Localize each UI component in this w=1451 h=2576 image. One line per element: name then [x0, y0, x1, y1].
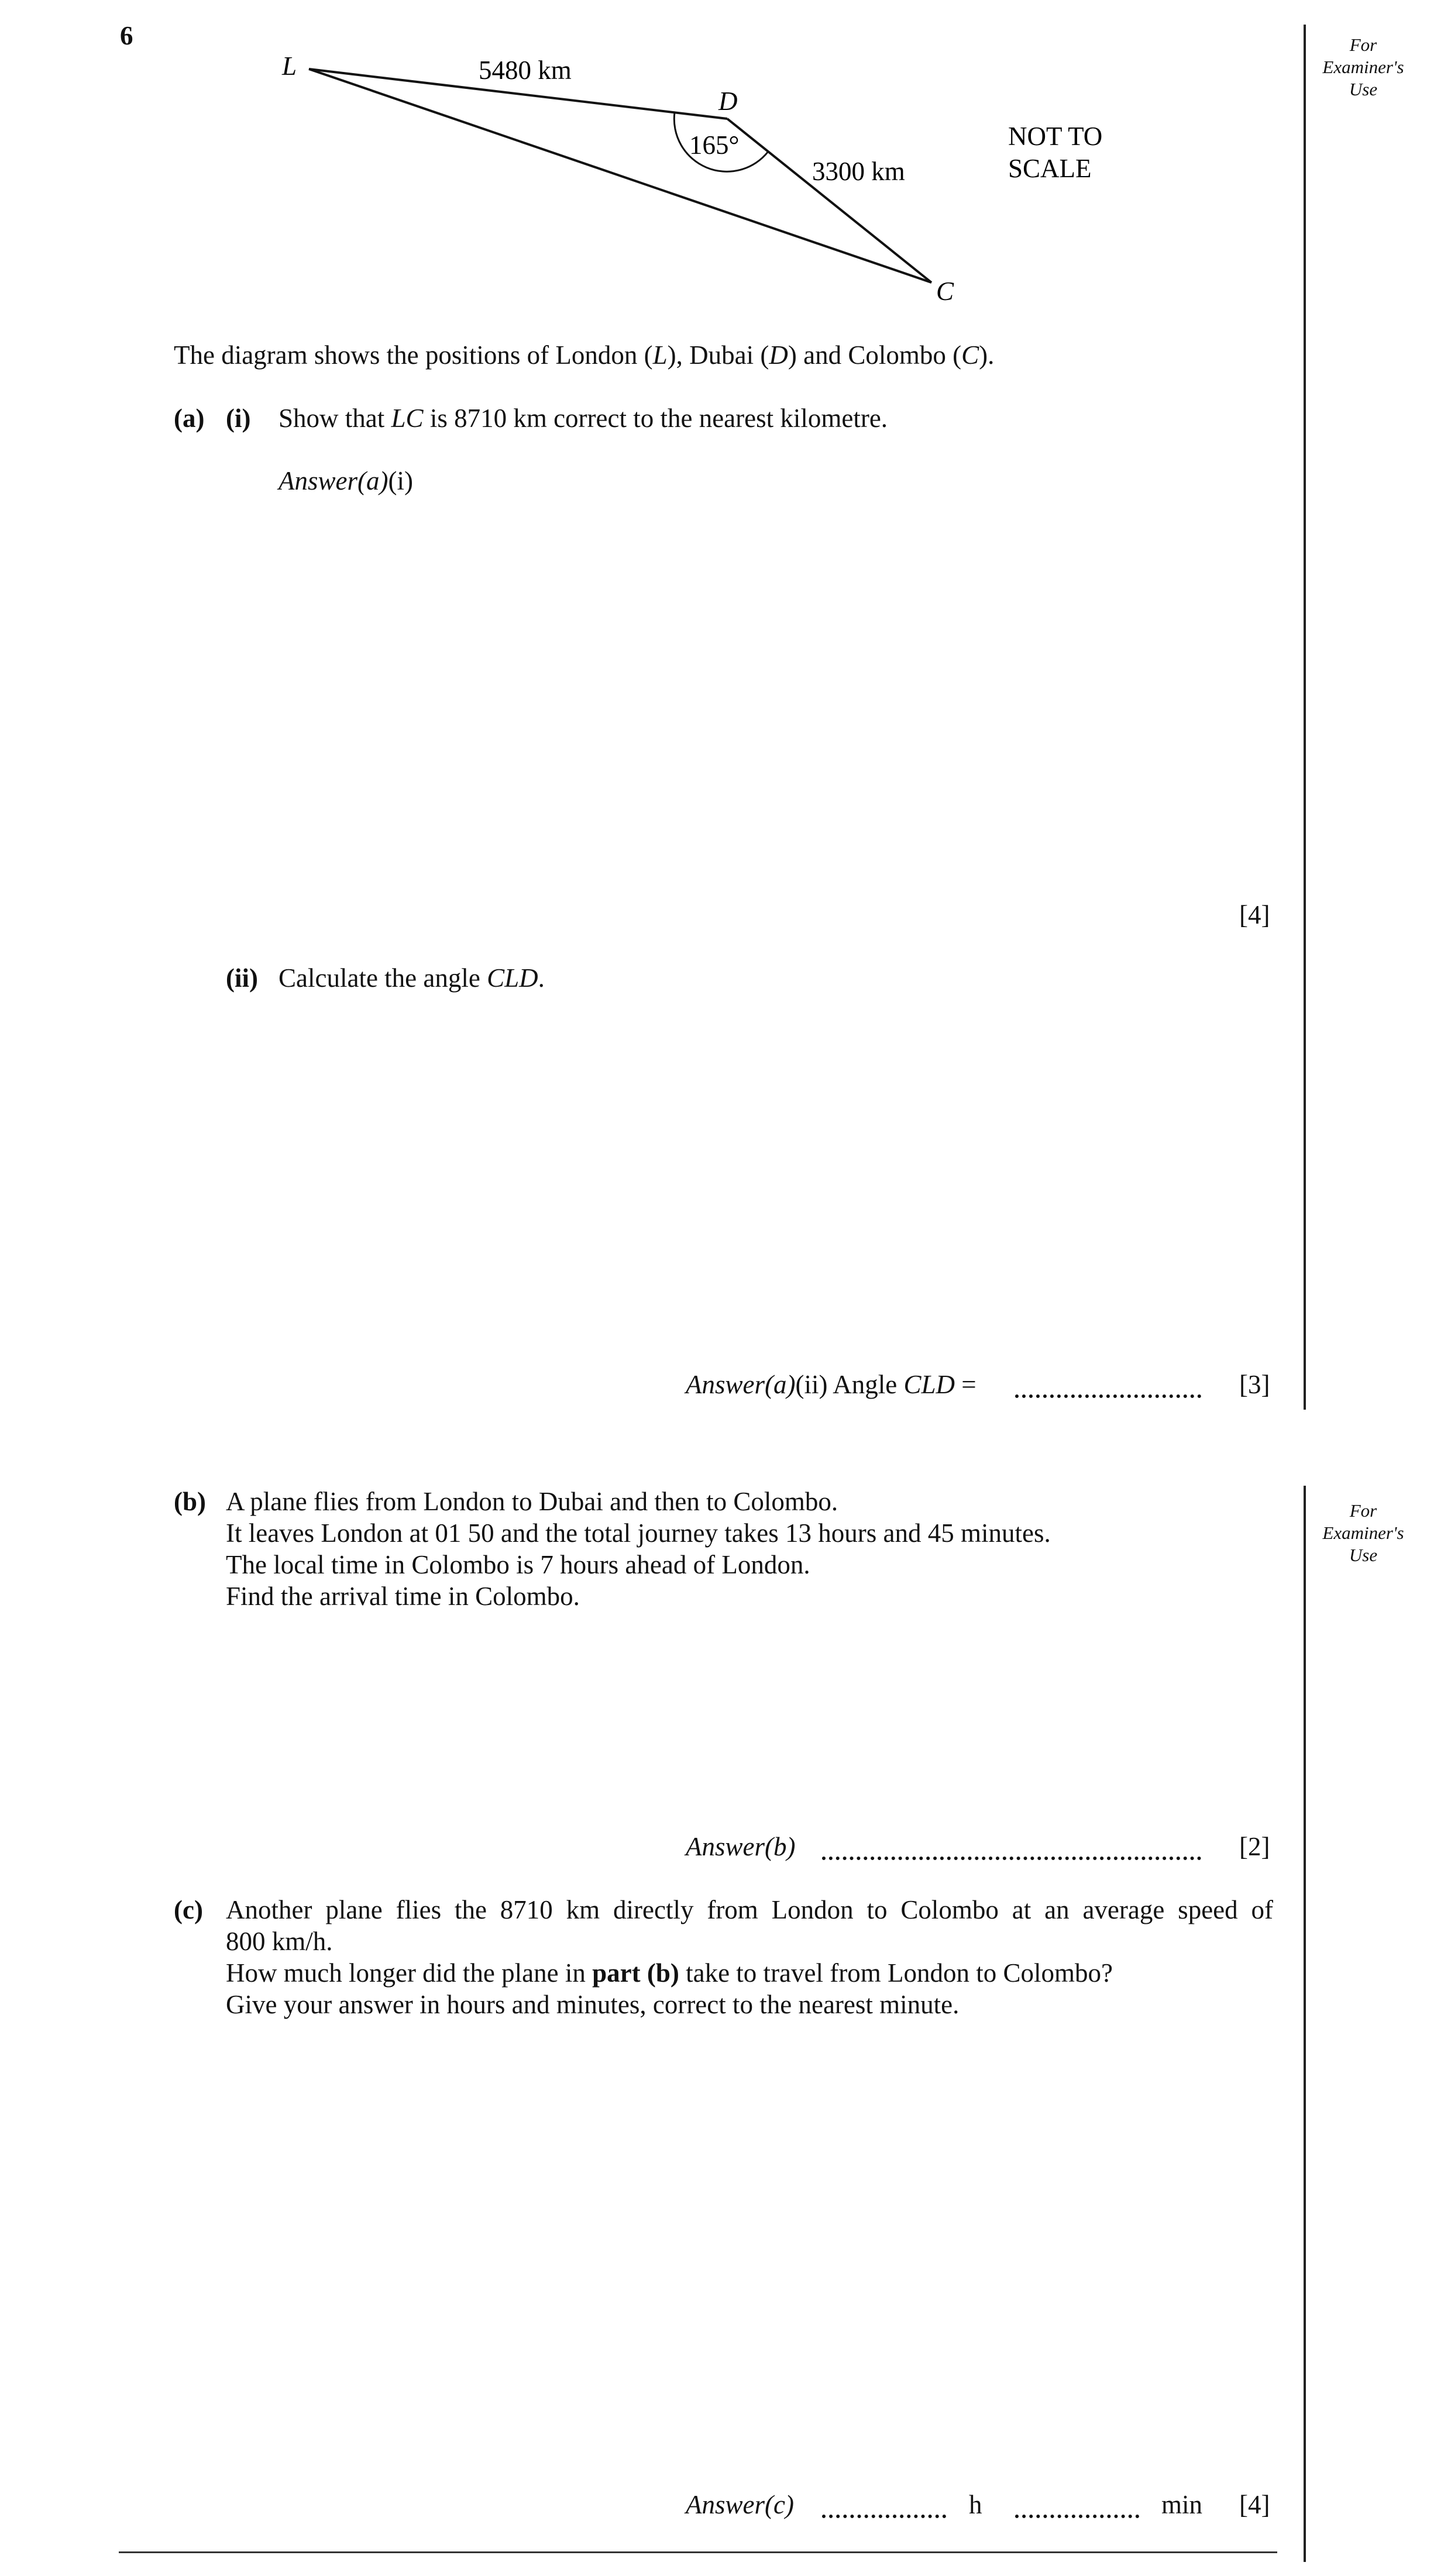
- part-c-line-4: Give your answer in hours and minutes, correct to the nearest minute.: [226, 1990, 960, 2019]
- part-a-ii-marks: [3]: [1239, 1370, 1270, 1399]
- intro-text: The diagram shows the positions of London (L), Dubai (D) and Colombo (C).: [174, 340, 995, 370]
- part-c-hours-field[interactable]: [822, 2515, 946, 2518]
- part-b-label: (b): [174, 1487, 206, 1516]
- bottom-rule: [119, 2551, 1277, 2553]
- question-number: 6: [120, 21, 133, 50]
- part-c-line-3: How much longer did the plane in part (b) take to travel from London to Colombo?: [226, 1958, 1113, 1988]
- margin-line-top: [1304, 25, 1306, 1410]
- part-b-line-4: Find the arrival time in Colombo.: [226, 1582, 580, 1611]
- part-a-ii-answer-label: Answer(a)(ii) Angle CLD =: [686, 1370, 976, 1399]
- part-b-answer-field[interactable]: [822, 1857, 1201, 1860]
- part-c-marks: [4]: [1239, 2490, 1270, 2519]
- point-label-c: C: [936, 277, 954, 306]
- examiner-use-label-bottom: For Examiner's Use: [1322, 1500, 1404, 1565]
- part-b-line-2: It leaves London at 01 50 and the total journey takes 13 hours and 45 minutes.: [226, 1518, 1051, 1548]
- part-a-label: (a): [174, 404, 205, 433]
- part-b-line-3: The local time in Colombo is 7 hours ahead of London.: [226, 1550, 810, 1579]
- point-label-l: L: [282, 51, 297, 81]
- part-b-line-1: A plane flies from London to Dubai and then to Colombo.: [226, 1487, 838, 1516]
- part-c-line-2: 800 km/h.: [226, 1927, 333, 1956]
- margin-line-bottom: [1304, 1486, 1306, 2562]
- part-c-label: (c): [174, 1895, 203, 1924]
- not-to-scale-line2: SCALE: [1008, 154, 1092, 183]
- part-c-minutes-field[interactable]: [1015, 2515, 1139, 2518]
- part-a-ii-label: (ii): [226, 963, 258, 993]
- part-a-i-answer-label: Answer(a)(i): [278, 466, 413, 495]
- distance-dc: 3300 km: [812, 157, 905, 186]
- examiner-use-label-top: For Examiner's Use: [1322, 35, 1404, 99]
- distance-ld: 5480 km: [479, 56, 572, 85]
- triangle-diagram: [0, 0, 1170, 328]
- part-c-hours-unit: h: [969, 2490, 982, 2519]
- angle-d-label: 165°: [689, 130, 740, 160]
- part-a-ii-question: Calculate the angle CLD.: [278, 963, 545, 993]
- part-c-line-1: Another plane flies the 8710 km directly from London to Colombo at an average speed of: [226, 1895, 1273, 1924]
- part-b-answer-label: Answer(b): [686, 1832, 796, 1861]
- part-a-i-question: Show that LC is 8710 km correct to the nearest kilometre.: [278, 404, 888, 433]
- part-c-answer-label: Answer(c): [686, 2490, 794, 2519]
- part-a-ii-answer-field[interactable]: [1015, 1394, 1201, 1398]
- part-b-marks: [2]: [1239, 1832, 1270, 1861]
- part-c-minutes-unit: min: [1161, 2490, 1203, 2519]
- part-a-i-marks: [4]: [1239, 900, 1270, 929]
- not-to-scale-line1: NOT TO: [1008, 122, 1103, 151]
- point-label-d: D: [718, 87, 738, 116]
- part-a-i-label: (i): [226, 404, 251, 433]
- side-dc: [727, 119, 931, 283]
